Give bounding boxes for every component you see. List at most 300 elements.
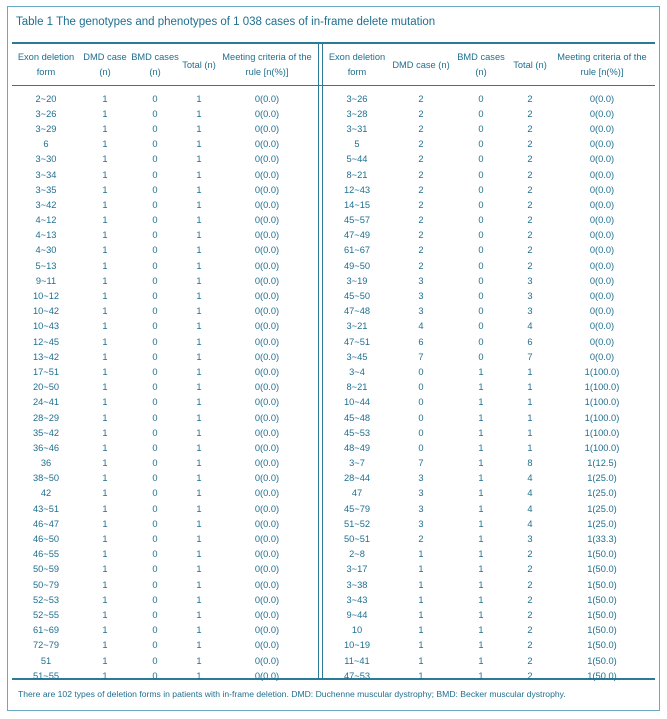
cell-exon-deletion-form: 10 [351, 625, 363, 636]
cell-meeting-criteria: 0(0.0) [254, 503, 280, 514]
cell-bmd-cases: 0 [478, 351, 484, 362]
cell-dmd-cases: 2 [418, 184, 424, 195]
cell-bmd-cases: 1 [478, 458, 484, 469]
cell-total: 1 [196, 154, 202, 165]
cell-bmd-cases: 0 [152, 245, 158, 256]
cell-bmd-cases: 0 [152, 108, 158, 119]
cell-bmd-cases: 0 [152, 321, 158, 332]
cell-total: 1 [196, 291, 202, 302]
table-row [324, 577, 654, 592]
cell-exon-deletion-form: 42 [40, 488, 52, 499]
cell-bmd-cases: 0 [478, 169, 484, 180]
table-row [324, 653, 654, 668]
column-header-total: Total (n) [182, 59, 216, 70]
cell-meeting-criteria: 0(0.0) [254, 336, 280, 347]
cell-exon-deletion-form: 8~21 [346, 382, 368, 393]
cell-meeting-criteria: 0(0.0) [254, 382, 280, 393]
cell-meeting-criteria: 0(0.0) [254, 427, 280, 438]
cell-bmd-cases: 1 [478, 366, 484, 377]
table-row [12, 456, 316, 471]
cell-meeting-criteria: 0(0.0) [254, 275, 280, 286]
cell-exon-deletion-form: 45~57 [343, 215, 371, 226]
table-row [12, 304, 316, 319]
cell-dmd-cases: 1 [102, 670, 108, 681]
table-row [324, 592, 654, 607]
cell-dmd-cases: 3 [418, 291, 424, 302]
cell-dmd-cases: 0 [418, 382, 424, 393]
cell-meeting-criteria: 0(0.0) [589, 245, 615, 256]
cell-bmd-cases: 1 [478, 518, 484, 529]
cell-meeting-criteria: 0(0.0) [589, 199, 615, 210]
cell-dmd-cases: 2 [418, 169, 424, 180]
cell-total: 1 [196, 230, 202, 241]
column-header-bmd-cases: BMD cases (n) [131, 52, 179, 77]
cell-meeting-criteria: 0(0.0) [254, 230, 280, 241]
table-row [12, 577, 316, 592]
cell-total: 1 [196, 549, 202, 560]
cell-dmd-cases: 2 [418, 93, 424, 104]
cell-bmd-cases: 1 [478, 594, 484, 605]
cell-meeting-criteria: 0(0.0) [254, 640, 280, 651]
cell-bmd-cases: 0 [152, 215, 158, 226]
cell-dmd-cases: 0 [418, 442, 424, 453]
cell-meeting-criteria: 0(0.0) [254, 351, 280, 362]
cell-meeting-criteria: 1(100.0) [584, 427, 620, 438]
cell-dmd-cases: 1 [102, 275, 108, 286]
cell-dmd-cases: 2 [418, 199, 424, 210]
cell-total: 1 [196, 397, 202, 408]
cell-meeting-criteria: 0(0.0) [589, 154, 615, 165]
cell-bmd-cases: 0 [478, 139, 484, 150]
table-row [12, 334, 316, 349]
cell-dmd-cases: 1 [418, 655, 424, 666]
cell-total: 1 [196, 579, 202, 590]
cell-bmd-cases: 0 [478, 321, 484, 332]
cell-bmd-cases: 0 [152, 579, 158, 590]
cell-total: 1 [196, 93, 202, 104]
cell-dmd-cases: 1 [102, 382, 108, 393]
cell-meeting-criteria: 1(50.0) [587, 655, 617, 666]
cell-total: 4 [527, 503, 533, 514]
cell-exon-deletion-form: 3~17 [346, 564, 368, 575]
cell-meeting-criteria: 1(25.0) [587, 518, 617, 529]
cell-exon-deletion-form: 4~30 [35, 245, 57, 256]
table-row [12, 273, 316, 288]
table-row [12, 319, 316, 334]
cell-total: 1 [196, 184, 202, 195]
cell-meeting-criteria: 1(50.0) [587, 625, 617, 636]
cell-bmd-cases: 1 [478, 579, 484, 590]
table-row [12, 531, 316, 546]
cell-bmd-cases: 0 [152, 366, 158, 377]
left-body [12, 84, 316, 683]
cell-meeting-criteria: 1(12.5) [587, 458, 617, 469]
cell-total: 1 [196, 503, 202, 514]
cell-total: 1 [196, 488, 202, 499]
table-row [12, 607, 316, 622]
column-header-total: Total (n) [513, 59, 547, 70]
cell-dmd-cases: 1 [102, 549, 108, 560]
cell-meeting-criteria: 0(0.0) [589, 215, 615, 226]
cell-total: 1 [196, 366, 202, 377]
cell-exon-deletion-form: 20~50 [32, 382, 60, 393]
cell-bmd-cases: 1 [478, 640, 484, 651]
cell-total: 1 [196, 275, 202, 286]
cell-exon-deletion-form: 28~29 [32, 412, 60, 423]
cell-meeting-criteria: 0(0.0) [254, 321, 280, 332]
left-half-table [12, 46, 316, 683]
cell-dmd-cases: 1 [102, 351, 108, 362]
cell-total: 8 [527, 458, 533, 469]
cell-dmd-cases: 1 [102, 579, 108, 590]
cell-dmd-cases: 1 [102, 93, 108, 104]
cell-total: 2 [527, 93, 533, 104]
cell-dmd-cases: 1 [102, 260, 108, 271]
cell-exon-deletion-form: 3~42 [35, 199, 57, 210]
cell-total: 1 [196, 473, 202, 484]
cell-bmd-cases: 0 [152, 458, 158, 469]
column-header-exon-deletion-form: Exon deletion form [17, 52, 75, 77]
cell-dmd-cases: 2 [418, 108, 424, 119]
table-row [12, 395, 316, 410]
cell-exon-deletion-form: 36 [40, 458, 52, 469]
cell-total: 1 [196, 655, 202, 666]
cell-total: 2 [527, 184, 533, 195]
cell-exon-deletion-form: 50~59 [32, 564, 60, 575]
cell-dmd-cases: 4 [418, 321, 424, 332]
cell-meeting-criteria: 0(0.0) [254, 184, 280, 195]
cell-meeting-criteria: 1(100.0) [584, 382, 620, 393]
cell-dmd-cases: 1 [102, 306, 108, 317]
cell-bmd-cases: 0 [152, 427, 158, 438]
cell-dmd-cases: 1 [418, 625, 424, 636]
table-row [324, 167, 654, 182]
cell-exon-deletion-form: 46~47 [32, 518, 60, 529]
cell-dmd-cases: 2 [418, 260, 424, 271]
cell-meeting-criteria: 0(0.0) [254, 442, 280, 453]
cell-total: 2 [527, 199, 533, 210]
cell-bmd-cases: 1 [478, 655, 484, 666]
cell-meeting-criteria: 0(0.0) [589, 139, 615, 150]
cell-dmd-cases: 6 [418, 336, 424, 347]
cell-dmd-cases: 1 [102, 655, 108, 666]
table-row [324, 304, 654, 319]
cell-dmd-cases: 2 [418, 123, 424, 134]
cell-dmd-cases: 1 [102, 442, 108, 453]
table-row [324, 213, 654, 228]
cell-bmd-cases: 1 [478, 625, 484, 636]
cell-bmd-cases: 0 [478, 336, 484, 347]
cell-meeting-criteria: 1(25.0) [587, 488, 617, 499]
cell-exon-deletion-form: 9~11 [35, 275, 57, 286]
cell-bmd-cases: 0 [478, 275, 484, 286]
cell-meeting-criteria: 0(0.0) [254, 594, 280, 605]
cell-meeting-criteria: 0(0.0) [254, 139, 280, 150]
cell-dmd-cases: 1 [102, 321, 108, 332]
table-row [12, 197, 316, 212]
cell-dmd-cases: 1 [418, 609, 424, 620]
cell-dmd-cases: 2 [418, 215, 424, 226]
cell-exon-deletion-form: 51~55 [32, 670, 60, 681]
table-row [12, 380, 316, 395]
cell-meeting-criteria: 0(0.0) [254, 458, 280, 469]
cell-exon-deletion-form: 35~42 [32, 427, 60, 438]
cell-dmd-cases: 3 [418, 488, 424, 499]
cell-dmd-cases: 1 [102, 640, 108, 651]
cell-bmd-cases: 0 [152, 93, 158, 104]
cell-meeting-criteria: 0(0.0) [254, 412, 280, 423]
cell-bmd-cases: 0 [478, 306, 484, 317]
cell-meeting-criteria: 1(50.0) [587, 594, 617, 605]
cell-dmd-cases: 3 [418, 518, 424, 529]
table-row [12, 152, 316, 167]
cell-dmd-cases: 1 [102, 473, 108, 484]
cell-meeting-criteria: 0(0.0) [254, 609, 280, 620]
table-row [324, 106, 654, 121]
cell-total: 4 [527, 473, 533, 484]
table-row [12, 84, 316, 106]
cell-exon-deletion-form: 4~12 [35, 215, 57, 226]
cell-dmd-cases: 1 [102, 564, 108, 575]
cell-exon-deletion-form: 3~7 [349, 458, 365, 469]
table-row [324, 334, 654, 349]
cell-total: 2 [527, 215, 533, 226]
table-row [324, 562, 654, 577]
cell-exon-deletion-form: 4~13 [35, 230, 57, 241]
cell-bmd-cases: 0 [152, 351, 158, 362]
table-row [12, 638, 316, 653]
cell-bmd-cases: 0 [152, 488, 158, 499]
cell-exon-deletion-form: 49~50 [343, 260, 371, 271]
cell-exon-deletion-form: 2~20 [35, 93, 57, 104]
cell-exon-deletion-form: 72~79 [32, 640, 60, 651]
cell-exon-deletion-form: 3~26 [35, 108, 57, 119]
cell-exon-deletion-form: 51 [40, 655, 52, 666]
cell-exon-deletion-form: 12~43 [343, 184, 371, 195]
cell-meeting-criteria: 0(0.0) [254, 655, 280, 666]
cell-exon-deletion-form: 3~29 [35, 123, 57, 134]
cell-dmd-cases: 1 [102, 488, 108, 499]
cell-exon-deletion-form: 46~50 [32, 534, 60, 545]
cell-dmd-cases: 1 [102, 503, 108, 514]
cell-meeting-criteria: 0(0.0) [589, 184, 615, 195]
cell-total: 1 [196, 245, 202, 256]
cell-meeting-criteria: 1(50.0) [587, 549, 617, 560]
footnote: There are 102 types of deletion forms in patients with in-frame deletion. DMD: Duchenne muscular dystrophy; BMD: Becker muscular dystrophy. [18, 689, 566, 699]
cell-bmd-cases: 0 [478, 108, 484, 119]
table-row [324, 425, 654, 440]
cell-total: 1 [196, 215, 202, 226]
cell-meeting-criteria: 0(0.0) [254, 169, 280, 180]
cell-total: 1 [527, 366, 533, 377]
cell-exon-deletion-form: 3~31 [346, 123, 368, 134]
cell-bmd-cases: 0 [152, 518, 158, 529]
cell-meeting-criteria: 1(50.0) [587, 640, 617, 651]
cell-exon-deletion-form: 6 [43, 139, 49, 150]
cell-meeting-criteria: 0(0.0) [589, 275, 615, 286]
cell-total: 1 [196, 594, 202, 605]
cell-total: 2 [527, 594, 533, 605]
cell-total: 3 [527, 291, 533, 302]
cell-dmd-cases: 1 [102, 609, 108, 620]
cell-dmd-cases: 1 [418, 640, 424, 651]
cell-meeting-criteria: 1(50.0) [587, 564, 617, 575]
cell-total: 1 [196, 139, 202, 150]
cell-dmd-cases: 1 [418, 594, 424, 605]
cell-bmd-cases: 0 [152, 397, 158, 408]
table-row [324, 623, 654, 638]
cell-dmd-cases: 1 [102, 123, 108, 134]
cell-total: 7 [527, 351, 533, 362]
cell-meeting-criteria: 0(0.0) [254, 93, 280, 104]
table-row [324, 84, 654, 106]
table-row [324, 319, 654, 334]
cell-dmd-cases: 1 [102, 534, 108, 545]
cell-bmd-cases: 0 [152, 306, 158, 317]
table-row [324, 137, 654, 152]
cell-exon-deletion-form: 8~21 [346, 169, 368, 180]
cell-total: 1 [196, 640, 202, 651]
cell-bmd-cases: 1 [478, 564, 484, 575]
cell-bmd-cases: 0 [478, 260, 484, 271]
cell-meeting-criteria: 0(0.0) [254, 123, 280, 134]
cell-bmd-cases: 0 [152, 412, 158, 423]
cell-meeting-criteria: 0(0.0) [589, 169, 615, 180]
table-row [12, 410, 316, 425]
cell-meeting-criteria: 1(100.0) [584, 442, 620, 453]
cell-total: 1 [527, 397, 533, 408]
cell-exon-deletion-form: 52~55 [32, 609, 60, 620]
table-row [12, 364, 316, 379]
cell-exon-deletion-form: 10~44 [343, 397, 371, 408]
cell-dmd-cases: 1 [102, 230, 108, 241]
table-row [324, 456, 654, 471]
table-row [324, 258, 654, 273]
cell-meeting-criteria: 0(0.0) [254, 108, 280, 119]
header-row-left [12, 46, 316, 84]
table-row [324, 380, 654, 395]
cell-bmd-cases: 0 [152, 154, 158, 165]
cell-meeting-criteria: 0(0.0) [254, 549, 280, 560]
cell-total: 1 [196, 382, 202, 393]
cell-dmd-cases: 0 [418, 427, 424, 438]
cell-bmd-cases: 1 [478, 473, 484, 484]
cell-exon-deletion-form: 61~69 [32, 625, 60, 636]
cell-bmd-cases: 0 [152, 594, 158, 605]
cell-dmd-cases: 0 [418, 412, 424, 423]
table-row [12, 121, 316, 136]
cell-meeting-criteria: 0(0.0) [589, 351, 615, 362]
cell-dmd-cases: 7 [418, 458, 424, 469]
cell-total: 2 [527, 640, 533, 651]
cell-exon-deletion-form: 5~44 [346, 154, 368, 165]
cell-bmd-cases: 0 [152, 503, 158, 514]
cell-total: 1 [196, 169, 202, 180]
cell-bmd-cases: 0 [152, 382, 158, 393]
cell-total: 2 [527, 169, 533, 180]
cell-exon-deletion-form: 28~44 [343, 473, 371, 484]
cell-bmd-cases: 0 [152, 169, 158, 180]
cell-exon-deletion-form: 3~38 [346, 579, 368, 590]
cell-exon-deletion-form: 5~13 [35, 260, 57, 271]
cell-exon-deletion-form: 48~49 [343, 442, 371, 453]
cell-dmd-cases: 1 [102, 215, 108, 226]
cell-bmd-cases: 0 [152, 473, 158, 484]
table-row [12, 547, 316, 562]
cell-total: 2 [527, 245, 533, 256]
table-row [12, 668, 316, 683]
cell-exon-deletion-form: 11~41 [344, 655, 370, 666]
cell-exon-deletion-form: 12~45 [32, 336, 60, 347]
table-row [12, 440, 316, 455]
cell-bmd-cases: 0 [478, 154, 484, 165]
header-row-right [324, 46, 654, 84]
cell-meeting-criteria: 0(0.0) [254, 625, 280, 636]
cell-bmd-cases: 0 [478, 199, 484, 210]
cell-exon-deletion-form: 45~79 [343, 503, 371, 514]
table-row [324, 501, 654, 516]
cell-meeting-criteria: 0(0.0) [254, 154, 280, 165]
cell-bmd-cases: 0 [152, 549, 158, 560]
cell-total: 1 [527, 412, 533, 423]
cell-bmd-cases: 0 [152, 123, 158, 134]
right-body [324, 84, 654, 683]
cell-total: 4 [527, 321, 533, 332]
cell-bmd-cases: 1 [478, 488, 484, 499]
cell-dmd-cases: 1 [102, 458, 108, 469]
cell-total: 1 [196, 321, 202, 332]
cell-dmd-cases: 0 [418, 397, 424, 408]
table-row [12, 243, 316, 258]
cell-bmd-cases: 1 [478, 427, 484, 438]
cell-meeting-criteria: 0(0.0) [589, 260, 615, 271]
cell-total: 1 [196, 336, 202, 347]
table-row [324, 182, 654, 197]
cell-exon-deletion-form: 51~52 [343, 518, 371, 529]
table-row [12, 592, 316, 607]
cell-meeting-criteria: 0(0.0) [254, 488, 280, 499]
cell-exon-deletion-form: 47~48 [343, 306, 371, 317]
cell-exon-deletion-form: 13~42 [32, 351, 60, 362]
table-row [12, 167, 316, 182]
cell-total: 2 [527, 123, 533, 134]
cell-dmd-cases: 1 [102, 518, 108, 529]
cell-dmd-cases: 1 [102, 594, 108, 605]
cell-exon-deletion-form: 45~48 [343, 412, 371, 423]
cell-dmd-cases: 2 [418, 245, 424, 256]
cell-total: 1 [196, 427, 202, 438]
table-row [324, 228, 654, 243]
table-row [324, 197, 654, 212]
cell-meeting-criteria: 1(100.0) [584, 412, 620, 423]
cell-exon-deletion-form: 10~12 [32, 291, 60, 302]
table-row [12, 623, 316, 638]
table-row [324, 516, 654, 531]
cell-exon-deletion-form: 24~41 [32, 397, 60, 408]
cell-meeting-criteria: 0(0.0) [589, 306, 615, 317]
table-row [12, 471, 316, 486]
cell-dmd-cases: 3 [418, 473, 424, 484]
table-row [324, 668, 654, 683]
cell-bmd-cases: 0 [478, 93, 484, 104]
cell-dmd-cases: 1 [102, 336, 108, 347]
table-row [12, 228, 316, 243]
cell-bmd-cases: 1 [478, 503, 484, 514]
cell-dmd-cases: 1 [102, 245, 108, 256]
table-row [12, 288, 316, 303]
cell-bmd-cases: 1 [478, 442, 484, 453]
cell-bmd-cases: 0 [478, 215, 484, 226]
